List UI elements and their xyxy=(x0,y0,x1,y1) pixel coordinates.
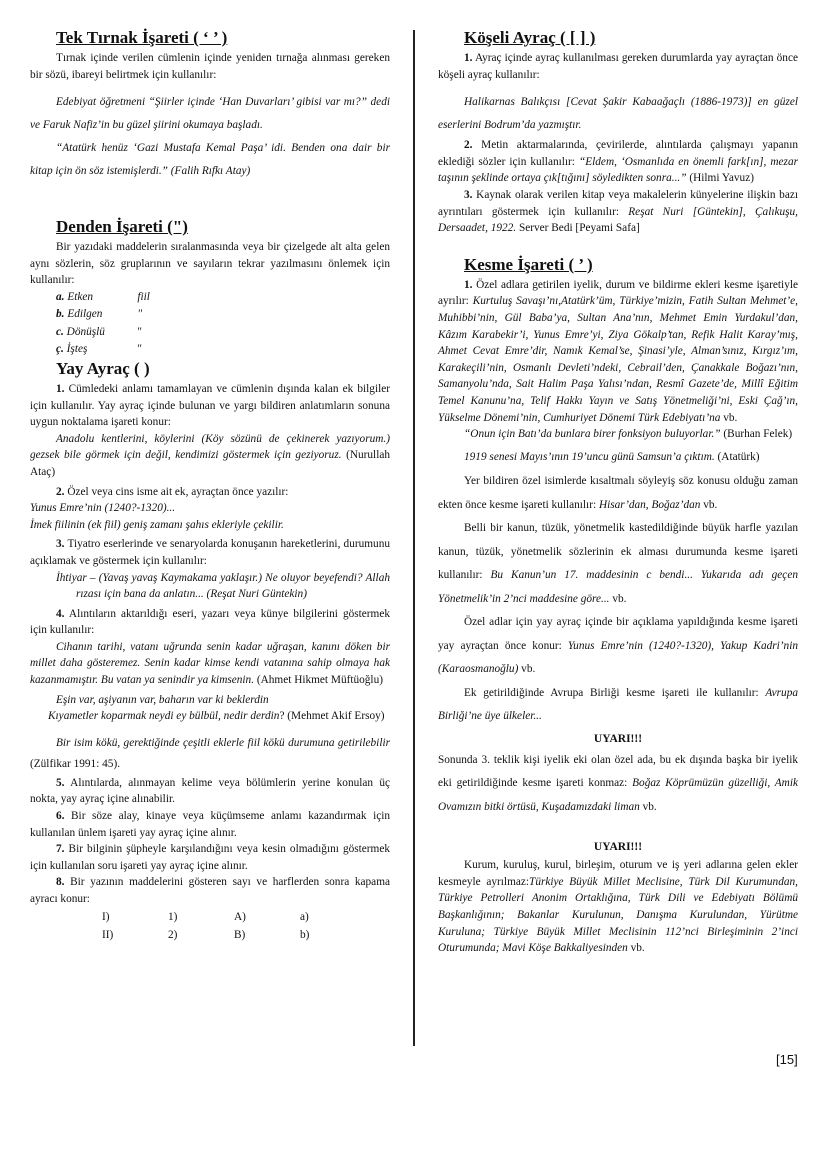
table-row: I) 1) A) a) xyxy=(102,910,309,923)
yay-example-2a: Yunus Emre’nin (1240?-1320)... xyxy=(30,502,176,515)
yay-rule-7: 7. Bir bilginin şüpheyle karşılandığını veya kesin olmadığını göstermek için kullanılan soru işareti yay ayraç içine alınır. xyxy=(30,843,390,872)
denden-heading: Denden İşareti (") xyxy=(56,217,188,237)
warning-title-1: UYARI!!! xyxy=(593,732,643,745)
page-number: [15] xyxy=(776,1052,798,1067)
yay-rule-4: 4. Alıntıların aktarıldığı eseri, yazarı veya künye bilgilerini göstermek için kullanılır: xyxy=(30,607,390,637)
yay-rule-3: 3. Tiyatro eserlerinde ve senaryolarda konuşanın hareketlerini, durumunu açıklamak ve göstermek için kullanılır: xyxy=(30,538,390,567)
right-column xyxy=(438,28,798,957)
koseli-rule-2: 2. Metin aktarmalarında, çevirilerde, alıntılarda çalışmayı yapanın eklediği sözler için kullanılır: “Eldem, ‘Osmanlıda en önemli fark[ın], mezar taşının şeklinde ortaya çık[tığını] söyledikten sonra...” (Hilmi Yavuz) xyxy=(438,139,799,185)
yay-example-2b: İmek fiilinin (ek fiil) geniş zamanı şahıs ekleriyle çekilir. xyxy=(30,518,284,531)
yay-example-4-poem-line1: Eşin var, aşiyanın var, baharın var ki beklerdin xyxy=(56,693,269,706)
yay-rule-8: 8. Bir yazının maddelerini gösteren sayı ve harflerden sonra kapama ayracı konur: xyxy=(30,876,390,905)
koseli-rule-3: 3. Kaynak olarak verilen kitap veya makalelerin künyelerine ilişkin bazı ayrıntıları göstermek için kullanılır: Reşat Nuri [Güntekin], Çalıkuşu, Dersaadet, 1922. Server Bedi [Peyami Safa] xyxy=(438,188,799,235)
yay-example-3: İhtiyar – (Yavaş yavaş Kaymakama yaklaşır.) Ne oluyor beyefendi? Allah rızası için bana da anlatın... (Reşat Nuri Güntekin) xyxy=(56,571,390,601)
list-item: c. Dönüşlü " xyxy=(56,325,142,338)
tek-tirnak-example-1: Edebiyat öğretmeni “Şiirler içinde ‘Han Duvarları’ gibisi var mı?” dedi ve Faruk Nafiz’in bu güzel şiirini okumaya başladı. xyxy=(30,96,390,132)
kesme-rule-eu: Ek getirildiğinde Avrupa Birliği kesme işareti ile kullanılır: Avrupa Birliği’ne üye ülkeler... xyxy=(438,686,798,723)
warning-text-1: Sonunda 3. teklik kişi iyelik eki olan özel ada, bu ek dışında başka bir iyelik eki getirildiğinde kesme işareti konmaz: Boğaz Köprümüzün güzelliği, Amik Ovamızın bitki örtüsü, Kuşadamızdaki liman vb. xyxy=(438,753,798,813)
yay-example-4-citation: Bir isim kökü, gerektiğinde çeşitli eklerle fiil kökü durumuna getirilebilir (Zülfikar 1991: 45). xyxy=(30,736,390,770)
kesme-rule-law: Belli bir kanun, tüzük, yönetmelik kastedildiğinde büyük harfle yazılan kanun, tüzük, yönetmelik sözlerinin ek alması durumunda kesme işareti kullanılır: Bu Kanun’un 17. maddesinin c bendi... Yukarıda adı geçen Yönetmelik’in 2’nci maddesine göre... vb. xyxy=(438,522,798,605)
koseli-rule-1: 1. Ayraç içinde ayraç kullanılması gereken durumlarda yay ayraçtan önce köşeli ayraç kullanılır: xyxy=(438,52,798,81)
yay-example-4: Cihanın tarihi, vatanı uğrunda senin kadar uğraşan, kanını döken bir millet daha gösteremez. Senin kadar kimse kendi vatanına sahip olmaya hak kazanmamıştır. Bu vatan ya senindir ya kimsenin. (Ahmet Hikmet Müftüoğlu) xyxy=(30,640,390,687)
kesme-rule-1: 1. Özel adlara getirilen iyelik, durum ve bildirme ekleri kesme işaretiyle ayrılır: Kurtuluş Savaşı’nı,Atatürk’üm, Türkiye’mizin, Fatih Sultan Mehmet’e, Muhibbi’nin, Gül Baba’ya, Sultan Ana’nın, Mehmet Emin Yurdakul’dan, Kâzım Karabekir’i, Yunus Emre’yi, Ziya Gökalp’tan, Refik Halit Karay’mış, Ahmet Cevat Emre’dir, Namık Kemal’se, Şinasi’yle, Alman’sınız, Kırgız’ım, Karakeçili’nin, Osmanlı Devleti’ndeki, Cebrail’den, Çanakkale Boğazı’nın, Samanyolu’nda, Sait Halim Paşa Yalısı’ndan, Resmî Gazete’de, Millî Eğitim Temel Kanunu’na, Telif Hakkı Yayın ve Satış Yönetmeliği’ni, Eski Çağ’ın, Yükselme Dönemi’nin, Cumhuriyet Dönemi Türk Edebiyatı’na vb. xyxy=(438,278,798,424)
denden-rule: Bir yazıdaki maddelerin sıralanmasında veya bir çizelgede alt alta gelen aynı sözlerin, söz gruplarının ve sayıların tekrar yazılmasını önlemek için kullanılır: xyxy=(30,241,390,287)
koseli-ayrac-heading: Köşeli Ayraç ( [ ] ) xyxy=(464,28,596,47)
kesme-rule-parenthesis: Özel adlar için yay ayraç içinde bir açıklama yapıldığında kesme işareti yay ayraçtan önce konur: Yunus Emre’nin (1240?-1320), Yakup Kadri’nin (Karaosmanoğlu) vb. xyxy=(438,616,798,676)
kesme-quote: “Onun için Batı’da bunlara birer fonksiyon buluyorlar.” (Burhan Felek) xyxy=(464,428,793,441)
warning-text-2: Kurum, kuruluş, kurul, birleşim, oturum ve iş yeri adlarına gelen ekler kesmeyle ayrılmaz:Türkiye Büyük Millet Meclisine, Türk Dil Kurumundan, Türkiye Petrolleri Anonim Ortaklığına, Türk Dili ve Edebiyatı Bölümü Başkanlığının; Bakanlar Kurulunun, Danışma Kurulundan, Yürütme Kuruluna; Türkiye Büyük Millet Meclisinin 112’nci Birleşiminin 2’inci Oturumunda; Mavi Köşe Bakkaliyesinden vb. xyxy=(438,859,798,955)
table-row: II) 2) B) b) xyxy=(102,928,310,941)
yay-rule-1: 1. Cümledeki anlamı tamamlayan ve cümlenin dışında kalan ek bilgiler için kullanılır. Yay ayraç içinde bulunan ve yargı bildiren anlatımların sonuna uygun noktalama işareti konur: xyxy=(30,382,391,429)
denden-list xyxy=(56,289,390,359)
tek-tirnak-example-2: “Atatürk henüz ‘Gazi Mustafa Kemal Paşa’ idi. Benden ona dair bir kitap için ön söz istemişlerdi.” (Falih Rıfkı Atay) xyxy=(30,142,390,178)
left-column xyxy=(30,28,390,944)
kesme-isareti-heading: Kesme İşareti ( ’ ) xyxy=(464,254,593,274)
list-item: b. Edilgen " xyxy=(56,308,143,321)
list-item: a. Etken fiil xyxy=(56,290,150,303)
yay-rule-5: 5. Alıntılarda, alınmayan kelime veya bölümlerin yerine konulan üç nokta, yay ayraç içine alınabilir. xyxy=(30,776,391,806)
tek-tirnak-heading: Tek Tırnak İşareti ( ‘ ’ ) xyxy=(56,28,228,47)
kesme-rule-place: Yer bildiren özel isimlerde kısaltmalı söyleyiş söz konusu olduğu zaman ekten önce kesme işareti kullanılır: Hisar’dan, Boğaz’dan vb. xyxy=(438,475,798,511)
list-item: ç. İşteş " xyxy=(56,343,142,356)
yay-example-1: Anadolu kentlerini, köylerini (Köy sözünü de çekinerek yazıyorum.) gezsek bile görmek için değil, kendimizi göstermek için geziyoruz. (Nurullah Ataç) xyxy=(30,432,390,478)
numbering-table xyxy=(102,908,390,944)
warning-title-2: UYARI!!! xyxy=(593,841,643,854)
yay-example-4-poem-line2: Kıyametler koparmak neydi ey bülbül, nedir derdin? (Mehmet Akif Ersoy) xyxy=(48,710,385,723)
tek-tirnak-rule: Tırnak içinde verilen cümlenin içinde yeniden tırnağa alınması gereken bir sözü, ibareyi belirtmek için kullanılır: xyxy=(30,52,390,81)
yay-rule-6: 6. Bir söze alay, kinaye veya küçümseme anlamı kazandırmak için kullanılan ünlem işareti yay ayraç içine alınır. xyxy=(30,810,391,839)
column-divider xyxy=(413,30,415,1046)
koseli-example-1: Halikarnas Balıkçısı [Cevat Şakir Kabaağaçlı (1886-1973)] en güzel eserlerini Bodrum’da yazmıştır. xyxy=(438,96,798,132)
yay-rule-2: 2. Özel veya cins isme ait ek, ayraçtan önce yazılır: xyxy=(56,485,289,498)
yay-ayrac-heading: Yay Ayraç ( ) xyxy=(56,358,150,378)
kesme-example-2: 1919 senesi Mayıs’ının 19’uncu günü Samsun’a çıktım. (Atatürk) xyxy=(464,450,760,463)
